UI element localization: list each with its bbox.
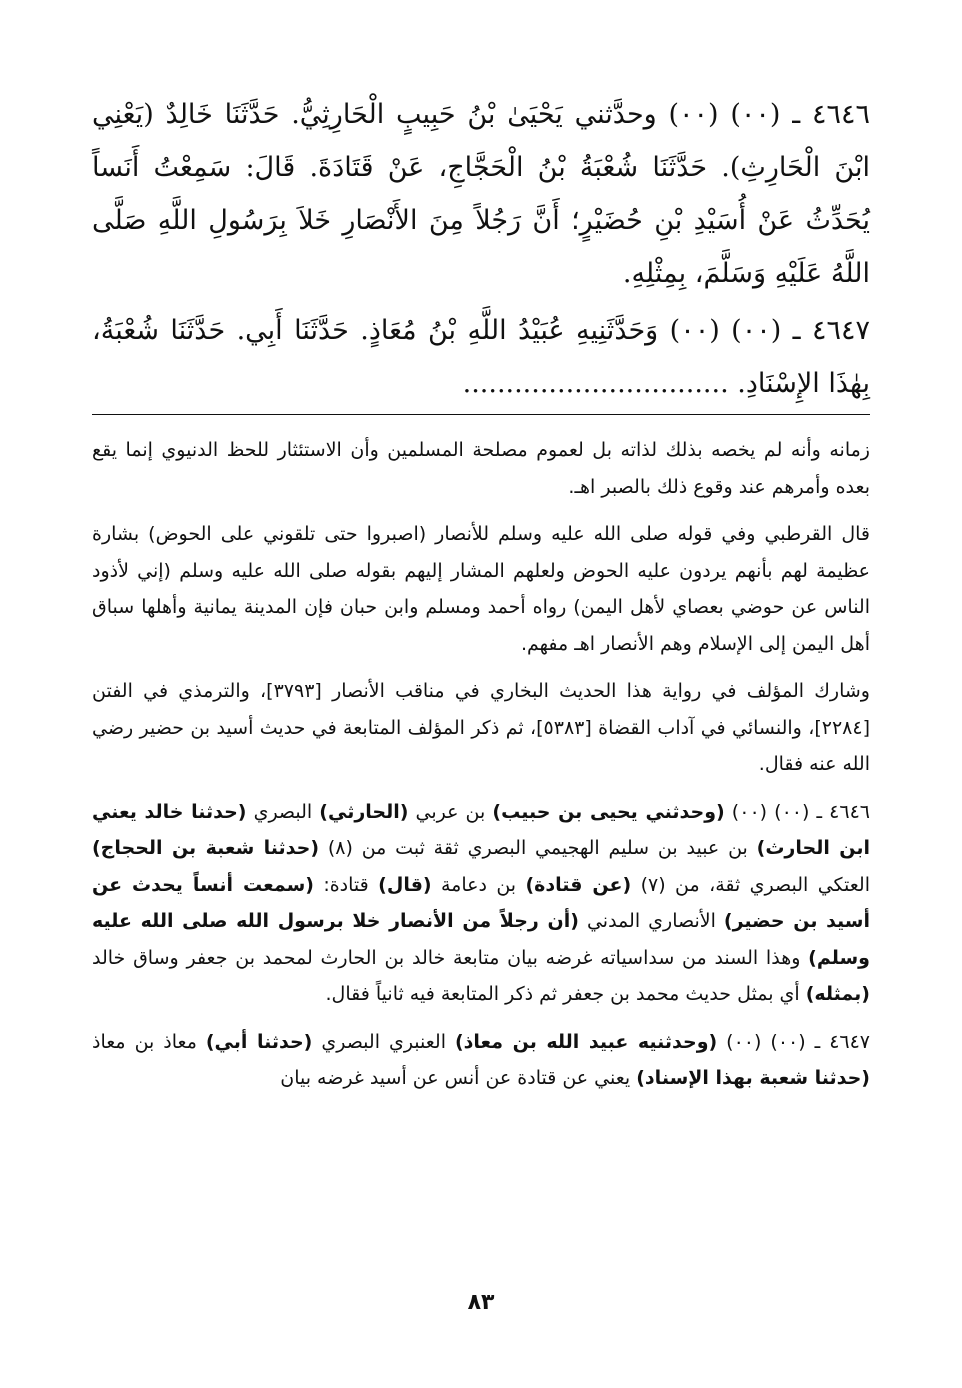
commentary-hadith-4646 — [92, 794, 870, 1013]
commentary-block — [92, 432, 870, 1108]
commentary-text: قتادة: — [313, 873, 379, 896]
commentary-text: يعني عن قتادة عن أنس عن أسيد غرضه بيان — [280, 1067, 637, 1089]
commentary-text: البصري — [246, 800, 320, 823]
narrator-bold: (حدثنا شعبة بن الحجاج) — [92, 837, 320, 859]
hadith-number: ٤٦٤٦ ـ (٠٠) (٠٠) — [724, 800, 870, 823]
page-number: ٨٣ — [467, 1290, 495, 1315]
dotted-leader: ............................... — [462, 368, 729, 399]
narrator-bold: (الحارثي) — [319, 800, 409, 823]
narrator-bold: (حدثنا خالد يعني ابن الحارث) — [92, 800, 870, 859]
commentary-text: وهذا السند من سداسياته غرضه بيان متابعة خالد بن الحارث لمحمد بن جعفر وساق خالد — [92, 946, 809, 969]
commentary-text: بن عربي — [408, 800, 493, 823]
commentary-text: بن دعامة — [431, 873, 526, 896]
commentary-text: العتكي البصري ثقة، من (٧) — [631, 873, 871, 896]
hadith-text-block — [92, 88, 870, 414]
hadith-number: ٤٦٤٧ ـ (٠٠) (٠٠) — [717, 1030, 871, 1053]
hadith-4647-text: ٤٦٤٧ ـ (٠٠) (٠٠) وَحَدَّثَنِيهِ عُبَيْدُ اللَّهِ بْنُ مُعَاذٍ. حَدَّثَنَا أَبِي. حَدَّثَنَا شُعْبَةُ، بِهٰذَا الإِسْنَادِ. — [92, 315, 871, 399]
narrator-bold: (قال) — [378, 873, 432, 896]
narrator-bold: (حدثنا شعبة بهذا الإسناد) — [636, 1067, 870, 1089]
narrator-bold: (وحدثني يحيى بن حبيب) — [492, 800, 725, 823]
footnote-divider — [92, 414, 870, 415]
commentary-paragraph-1: زمانه وأنه لم يخصه بذلك لذاته بل لعموم مصلحة المسلمين وأن الاستئثار للحظ الدنيوي إنما يقع بعده وأمرهم عند وقوع ذلك بالصبر اهـ. — [92, 439, 870, 498]
hadith-4647-matn — [92, 304, 870, 410]
commentary-hadith-4647 — [92, 1024, 870, 1097]
commentary-text: بن عبيد بن سليم الهجيمي البصري ثقة ثبت من (٨) — [319, 837, 757, 859]
narrator-bold: (عن قتادة) — [525, 873, 632, 896]
commentary-text: معاذ بن معاذ — [92, 1030, 206, 1053]
narrator-bold: (حدثنا أبي) — [205, 1030, 313, 1053]
narrator-bold: (سمعت أنساً يحدث عن أسيد بن حضير) — [92, 873, 871, 932]
hadith-4646-matn: ٤٦٤٦ ـ (٠٠) (٠٠) وحدَّثني يَحْيَىٰ بْنُ حَبِيبٍ الْحَارِثِيُّ. حَدَّثَنَا خَالِدٌ (يَعْنِي ابْنَ الْحَارِثِ). حَدَّثَنَا شُعْبَةُ بْنُ الْحَجَّاجِ، عَنْ قَتَادَةَ. قَالَ: سَمِعْتُ أَنَساً يُحَدِّثُ عَنْ أُسَيْدِ بْنِ حُضَيْرٍ؛ أَنَّ رَجُلاً مِنَ الأَنْصَارِ خَلاَ بِرَسُولِ اللَّهِ صَلَّى اللَّهُ عَلَيْهِ وَسَلَّمَ، بِمِثْلِهِ. — [92, 99, 870, 289]
narrator-bold: (بمثله) — [805, 983, 870, 1005]
narrator-bold: (وحدثنيه عبيد الله بن معاذ) — [454, 1030, 718, 1053]
commentary-text: الأنصاري المدني — [578, 910, 724, 932]
commentary-text: العنبري البصري — [312, 1030, 455, 1053]
commentary-paragraph-3: وشارك المؤلف في رواية هذا الحديث البخاري في مناقب الأنصار [٣٧٩٣]، والترمذي في الفتن [٢٢٨٤]، والنسائي في آداب القضاة [٥٣٨٣]، ثم ذكر المؤلف المتابعة في حديث أسيد بن حضير رضي الله عنه فقال. — [92, 680, 870, 775]
commentary-paragraph-2: قال القرطبي وفي قوله صلى الله عليه وسلم للأنصار (اصبروا حتى تلقوني على الحوض) بشارة عظيمة لهم بأنهم يردون عليه الحوض ولعلهم المشار إليهم بقوله صلى الله عليه وسلم (إني لأذود الناس عن حوضي بعصاي لأهل اليمن) رواه أحمد ومسلم وابن حبان فإن المدينة يمانية وأهلها سباق أهل اليمن إلى الإسلام وهم الأنصار اهـ مفهم. — [92, 523, 870, 655]
commentary-text: أي بمثل حديث محمد بن جعفر ثم ذكر المتابعة فيه ثانياً فقال. — [325, 983, 806, 1005]
narrator-bold: (أن رجلاً من الأنصار خلا برسول الله صلى الله عليه وسلم) — [92, 910, 870, 969]
